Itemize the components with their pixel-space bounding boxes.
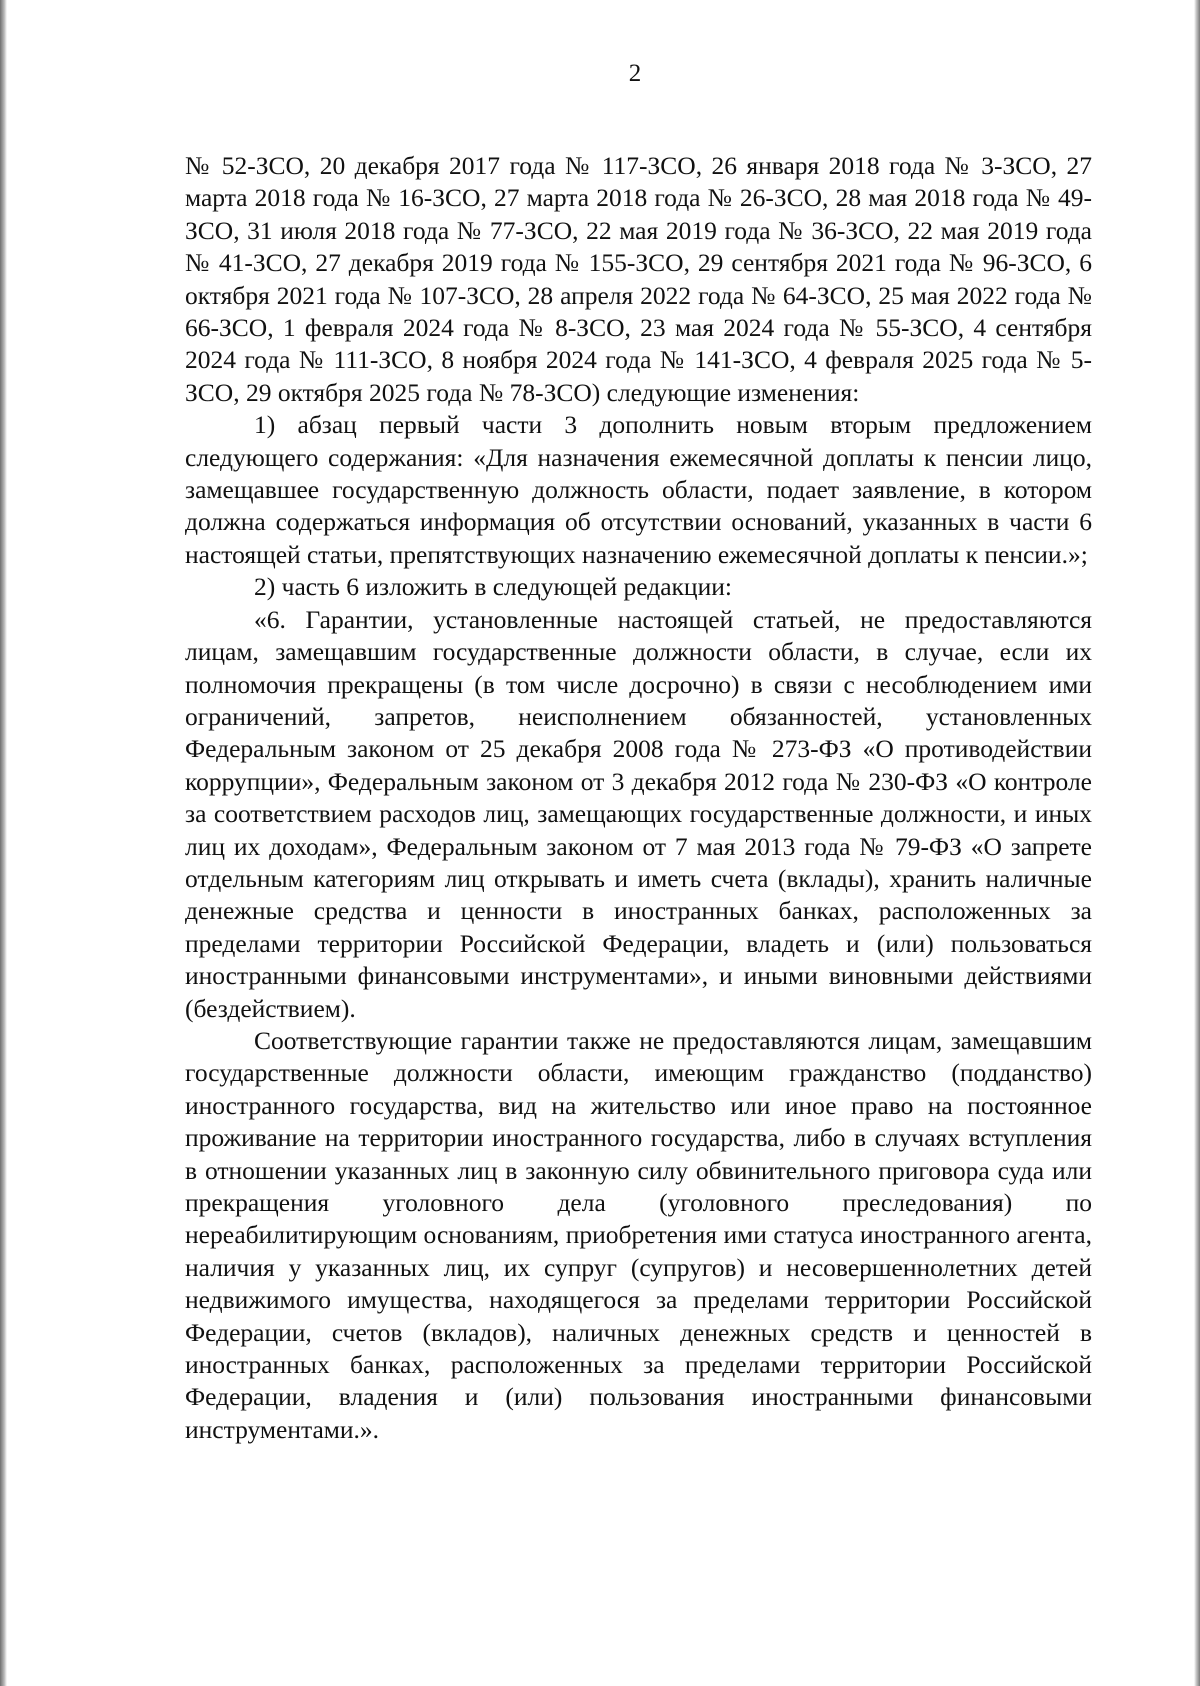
paragraph-part-6-continuation: Соответствующие гарантии также не предоставляются лицам, замещавшим государственные должности области, имеющим гражданство (подданство) иностранного государства, вид на жительство или иное право на постоянное проживание на территории иностранного государства, либо в случаях вступления в отношении указанных лиц в законную силу обвинительного приговора суда или прекращения уголовного дела (уголовного преследования) по нереабилитирующим основаниям, приобретения ими статуса иностранного агента, наличия у указанных лиц, их супруг (супругов) и несовершеннолетних детей недвижимого имущества, находящегося за пределами территории Российской Федерации, счетов (вкладов), наличных денежных средств и ценностей в иностранных банках, расположенных за пределами территории Российской Федерации, владения и (или) пользования иностранными финансовыми инструментами.». [185, 1025, 1092, 1444]
paragraph-list-of-amendments: № 52-ЗСО, 20 декабря 2017 года № 117-ЗСО, 26 января 2018 года № 3-ЗСО, 27 марта 2018 года № 16-ЗСО, 27 марта 2018 года № 26-ЗСО, 28 мая 2018 года № 49-ЗСО, 31 июля 2018 года № 77-ЗСО, 22 мая 2019 года № 36-ЗСО, 22 мая 2019 года № 41-ЗСО, 27 декабря 2019 года № 155-ЗСО, 29 сентября 2021 года № 96-ЗСО, 6 октября 2021 года № 107-ЗСО, 28 апреля 2022 года № 64-ЗСО, 25 мая 2022 года № 66-ЗСО, 1 февраля 2024 года № 8-ЗСО, 23 мая 2024 года № 55-ЗСО, 4 сентября 2024 года № 111-ЗСО, 8 ноября 2024 года № 141-ЗСО, 4 февраля 2025 года № 5-ЗСО, 29 октября 2025 года № 78-ЗСО) следующие изменения: [185, 151, 1092, 407]
scan-edge-left [0, 0, 7, 1686]
document-body [185, 150, 1092, 1446]
paragraph-part-6-text: «6. Гарантии, установленные настоящей статьей, не предоставляются лицам, замещавшим государственные должности области, в случае, если их полномочия прекращены (в том числе досрочно) в связи с несоблюдением ими ограничений, запретов, неисполнением обязанностей, установленных Федеральным законом от 25 декабря 2008 года № 273-ФЗ «О противодействии коррупции», Федеральным законом от 3 декабря 2012 года № 230-ФЗ «О контроле за соответствием расходов лиц, замещающих государственные должности, и иных лиц их доходам», Федеральным законом от 7 мая 2013 года № 79-ФЗ «О запрете отдельным категориям лиц открывать и иметь счета (вклады), хранить наличные денежные средства и ценности в иностранных банках, расположенных за пределами территории Российской Федерации, владеть и (или) пользоваться иностранными финансовыми инструментами», и иными виновными действиями (бездействием). [185, 604, 1092, 1023]
paragraph-item-2: 2) часть 6 изложить в следующей редакции: [254, 572, 732, 602]
paragraph-item-1: 1) абзац первый части 3 дополнить новым вторым предложением следующего содержания: «Для назначения ежемесячной доплаты к пенсии лицо, замещавшее государственную должность области, подает заявление, в котором должна содержаться информация об отсутствии оснований, указанных в части 6 настоящей статьи, препятствующих назначению ежемесячной доплаты к пенсии.»; [185, 410, 1092, 569]
page-number: 2 [628, 60, 642, 87]
scan-edge-right [1194, 0, 1200, 1686]
